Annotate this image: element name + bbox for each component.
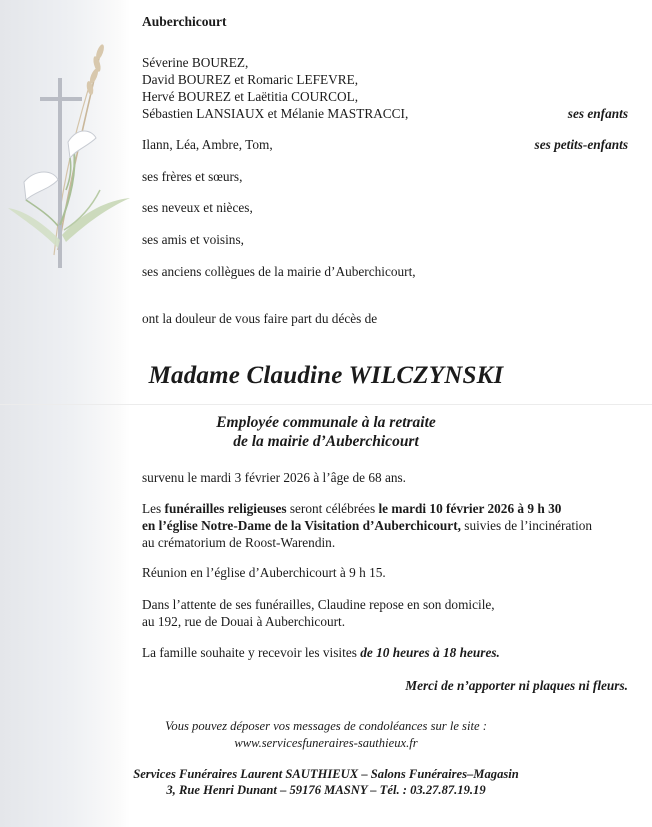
family-child-1: Séverine BOUREZ,: [142, 55, 249, 70]
family-siblings: ses frères et sœurs,: [142, 169, 243, 184]
family-nephews: ses neveux et nièces,: [142, 200, 253, 215]
deceased-job-line-1: Employée communale à la retraite: [216, 414, 436, 431]
family-child-2: David BOUREZ et Romaric LEFEVRE,: [142, 72, 359, 87]
funeral-line-2: en l’église Notre-Dame de la Visitation d’Auberchicourt, suivies de l’incinération: [142, 518, 593, 533]
family-colleagues: ses anciens collègues de la mairie d’Auberchicourt,: [142, 264, 416, 279]
town-heading: Auberchicourt: [142, 14, 227, 29]
footer-address: 3, Rue Henri Dunant – 59176 MASNY – Tél. : 03.27.87.19.19: [166, 783, 486, 797]
family-grandchildren: Ilann, Léa, Ambre, Tom,: [142, 137, 273, 152]
condolences-site-link[interactable]: www.servicesfuneraires-sauthieux.fr: [234, 736, 418, 750]
death-date-text: survenu le mardi 3 février 2026 à l’âge de 68 ans.: [142, 470, 406, 485]
condolences-text: Vous pouvez déposer vos messages de condoléances sur le site :: [165, 719, 487, 733]
no-flowers-note: Merci de n’apporter ni plaques ni fleurs.: [405, 678, 628, 693]
family-friends: ses amis et voisins,: [142, 232, 244, 247]
grandchildren-role-label: ses petits-enfants: [534, 137, 628, 152]
family-child-4: Sébastien LANSIAUX et Mélanie MASTRACCI,: [142, 106, 409, 121]
visits-line: La famille souhaite y recevoir les visites de 10 heures à 18 heures.: [142, 645, 500, 660]
funeral-line-3: au crématorium de Roost-Warendin.: [142, 535, 336, 550]
meeting-text: Réunion en l’église d’Auberchicourt à 9 h 15.: [142, 565, 386, 580]
page-fold-line: [0, 404, 652, 405]
wake-line-1: Dans l’attente de ses funérailles, Claudine repose en son domicile,: [142, 597, 495, 612]
deceased-name: Madame Claudine WILCZYNSKI: [148, 362, 504, 389]
deceased-job-line-2: de la mairie d’Auberchicourt: [233, 433, 419, 450]
family-child-3: Hervé BOUREZ et Laëtitia COURCOL,: [142, 89, 359, 104]
wake-line-2: au 192, rue de Douai à Auberchicourt.: [142, 614, 346, 629]
children-role-label: ses enfants: [567, 106, 628, 121]
cross-and-calla-lily-icon: [0, 30, 135, 280]
footer-company: Services Funéraires Laurent SAUTHIEUX – Salons Funéraires–Magasin: [133, 767, 519, 781]
funeral-line-1: Les funérailles religieuses seront célébrées le mardi 10 février 2026 à 9 h 30: [142, 501, 562, 516]
announcement-text: ont la douleur de vous faire part du décès de: [142, 311, 378, 326]
